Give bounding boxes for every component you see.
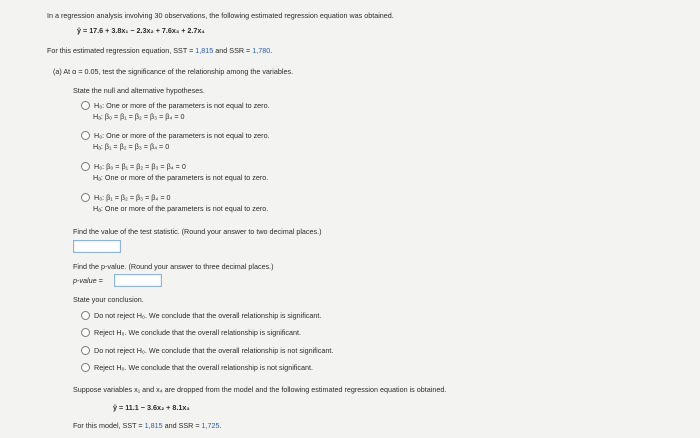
hypothesis-ha-4: Hₐ: One or more of the parameters is not equal to zero. [93,204,269,213]
radio-button[interactable] [81,162,90,171]
radio-button[interactable] [81,346,90,355]
sst-ssr-suffix: . [270,46,273,55]
sst-ssr-mid: and SSR = [162,421,202,430]
conclusion-option-3[interactable] [81,346,333,356]
sst-ssr-prefix: For this model, SST = [73,421,145,430]
hypothesis-option-1[interactable] [81,101,270,111]
hypothesis-h0: H₀: β₀ = β₁ = β₂ = β₃ = β₄ = 0 [94,162,186,171]
conclusion-option-2[interactable] [81,328,301,338]
sst-ssr-line-2 [73,421,222,431]
ssr-value: 1,780 [252,46,271,55]
intro-text: In a regression analysis involving 30 observations, the following estimated regression equation was obtained. [47,11,394,20]
conclusion-option-4[interactable] [81,363,313,373]
sst-ssr-prefix: For this estimated regression equation, SST = [47,46,196,55]
hypothesis-ha-3: Hₐ: One or more of the parameters is not equal to zero. [93,173,269,182]
sst-ssr-line-1 [47,46,272,56]
hypothesis-option-4[interactable] [81,193,171,203]
sst-value: 1,815 [144,421,163,430]
conclusion-text: Do not reject H₀. We conclude that the overall relationship is not significant. [94,346,334,355]
pvalue-prompt: Find the p-value. (Round your answer to three decimal places.) [73,262,274,271]
conclusion-prompt: State your conclusion. [73,295,144,304]
pvalue-label: p-value = [73,276,103,285]
conclusion-text: Reject H₀. We conclude that the overall relationship is not significant. [94,363,313,372]
hypothesis-ha-2: Hₐ: β₁ = β₂ = β₃ = β₄ = 0 [93,142,170,151]
hypothesis-ha-1: Hₐ: β₀ = β₁ = β₂ = β₃ = β₄ = 0 [93,112,185,121]
dropped-variables-text: Suppose variables x₁ and x₄ are dropped from the model and the following estimated regression equation is obtained. [73,385,447,394]
pvalue-input[interactable] [114,274,162,287]
test-stat-input[interactable] [73,240,121,253]
ssr-value: 1,725 [201,421,220,430]
part-a-label: (a) At α = 0.05, test the significance of the relationship among the variables. [53,67,294,76]
hypothesis-option-2[interactable] [81,131,270,141]
hypothesis-h0: H₀: One or more of the parameters is not equal to zero. [94,131,270,140]
hypothesis-prompt: State the null and alternative hypotheses. [73,86,205,95]
sst-ssr-mid: and SSR = [213,46,253,55]
radio-button[interactable] [81,311,90,320]
equation-1: ŷ = 17.6 + 3.8x₁ − 2.3x₂ + 7.6x₃ + 2.7x₄ [77,26,205,35]
hypothesis-option-3[interactable] [81,162,186,172]
conclusion-text: Reject H₀. We conclude that the overall relationship is significant. [94,328,301,337]
sst-ssr-suffix: . [219,421,222,430]
radio-button[interactable] [81,131,90,140]
test-stat-prompt: Find the value of the test statistic. (Round your answer to two decimal places.) [73,227,322,236]
radio-button[interactable] [81,193,90,202]
sst-value: 1,815 [195,46,214,55]
radio-button[interactable] [81,101,90,110]
conclusion-option-1[interactable] [81,311,321,321]
hypothesis-h0: H₀: β₁ = β₂ = β₃ = β₄ = 0 [94,193,171,202]
hypothesis-h0: H₀: One or more of the parameters is not equal to zero. [94,101,270,110]
radio-button[interactable] [81,363,90,372]
conclusion-text: Do not reject H₀. We conclude that the overall relationship is significant. [94,311,322,320]
equation-2: ŷ = 11.1 − 3.6x₂ + 8.1x₃ [113,403,190,412]
radio-button[interactable] [81,328,90,337]
